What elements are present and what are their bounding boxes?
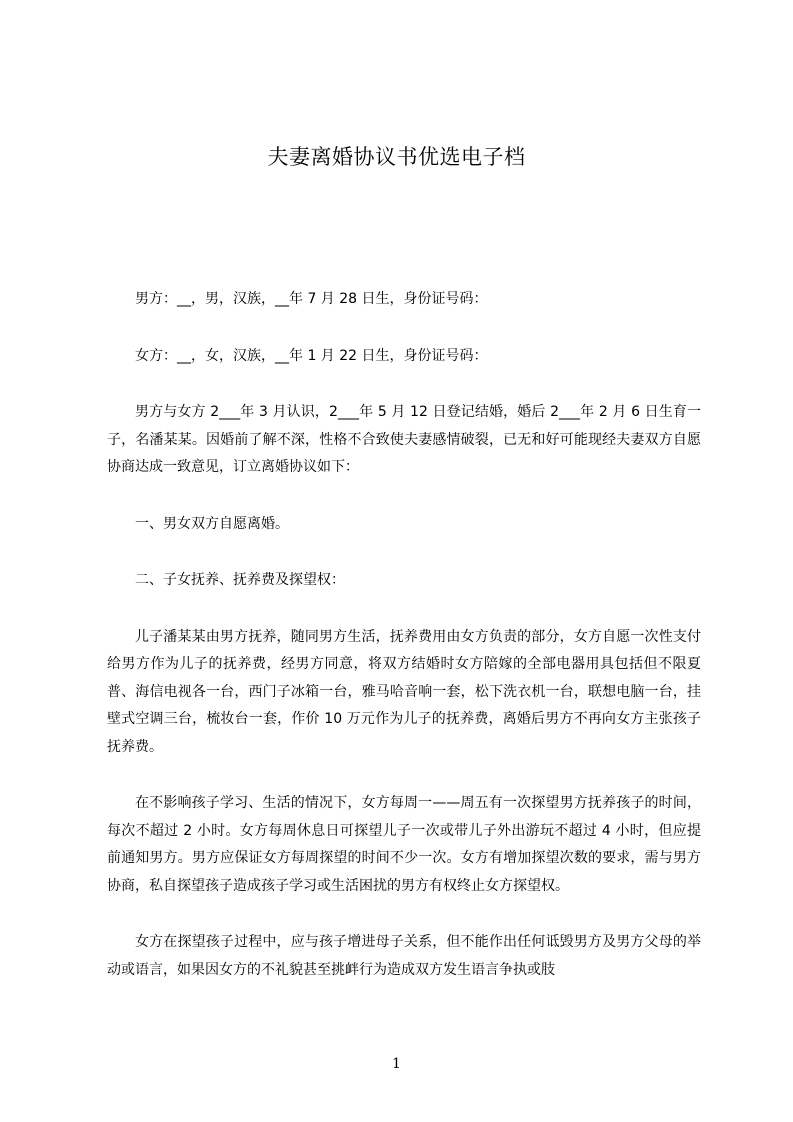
paragraph-clause-2-heading: 二、子女抚养、抚养费及探望权： xyxy=(135,572,345,588)
paragraph-clause-1: 一、男女双方自愿离婚。 xyxy=(135,515,289,532)
page-number: 1 xyxy=(392,1056,401,1072)
paragraph-child-custody: 儿子潘某某由男方抚养，随同男方生活，抚养费用由女方负责的部分，女方自愿一次性支付给男方作为儿子的抚养费，经男方同意，将双方结婚时女方陪嫁的全部电器用具包括但不限夏普、海信电视各一台，西门子冰箱一台，雅马哈音响一套，松下洗衣机一台，联想电脑一台，挂壁式空调三台，梳妆台一套，作价 10 万元作为儿子的抚养费，离婚后男方不再向女方主张孩子抚养费。 xyxy=(107,628,701,755)
document-title: 夫妻离婚协议书优选电子档 xyxy=(267,145,526,169)
paragraph-female-party: 女方：__，女，汉族，__年 1 月 22 日生，身份证号码： xyxy=(135,347,488,364)
paragraph-background: 男方与女方 2___年 3 月认识，2___年 5 月 12 日登记结婚，婚后 2___年 2 月 6 日生育一子，名潘某某。因婚前了解不深，性格不合致使夫妻感情破裂，已无和好可能现经夫妻双方自愿协商达成一致意见，订立离婚协议如下： xyxy=(107,404,701,475)
paragraph-male-party: 男方：__，男，汉族，__年 7 月 28 日生，身份证号码： xyxy=(135,291,488,307)
paragraph-visitation-conduct: 女方在探望孩子过程中，应与孩子增进母子关系，但不能作出任何诋毁男方及男方父母的举动或语言，如果因女方的不礼貌甚至挑衅行为造成双方发生语言争执或肢 xyxy=(107,934,701,978)
document-body xyxy=(107,286,701,1013)
paragraph-visitation: 在不影响孩子学习、生活的情况下，女方每周一——周五有一次探望男方抚养孩子的时间，每次不超过 2 小时。女方每周休息日可探望儿子一次或带儿子外出游玩不超过 4 小时，但应提前通知男方。男方应保证女方每周探望的时间不少一次。女方有增加探望次数的要求，需与男方协商，私自探望孩子造成孩子学习或生活困扰的男方有权终止女方探望权。 xyxy=(107,795,701,894)
